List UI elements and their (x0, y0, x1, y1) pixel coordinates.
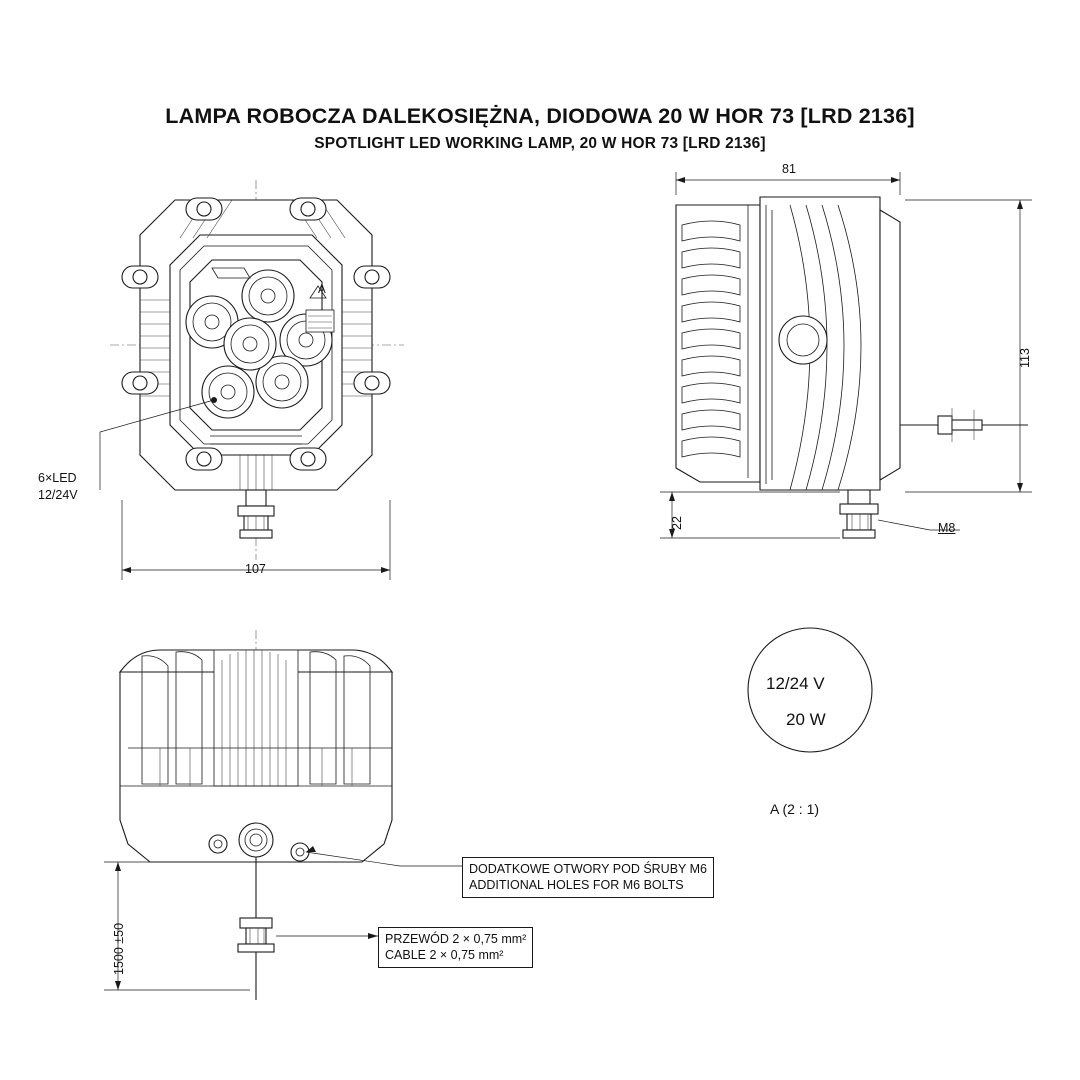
note-cable-pl: PRZEWÓD 2 × 0,75 mm² (385, 932, 527, 946)
side-view-geometry (660, 172, 1032, 538)
dim-side-base: 22 (670, 516, 684, 530)
dim-cable-length: 1500 ±50 (112, 922, 126, 975)
note-extra-holes-pl: DODATKOWE OTWORY POD ŚRUBY M6 (469, 862, 707, 876)
front-view-geometry (100, 180, 404, 580)
led-note-line1: 6×LED (38, 471, 77, 485)
detail-power: 20 W (786, 710, 826, 729)
detail-caption: A (2 : 1) (770, 801, 820, 817)
dim-front-width: 107 (245, 562, 266, 576)
page-title-en: SPOTLIGHT LED WORKING LAMP, 20 W HOR 73 [LRD 2136] (314, 135, 766, 152)
note-cable (378, 927, 533, 968)
detail-voltage: 12/24 V (766, 674, 825, 693)
note-extra-holes-en: ADDITIONAL HOLES FOR M6 BOLTS (469, 878, 684, 892)
page-title-pl: LAMPA ROBOCZA DALEKOSIĘŻNA, DIODOWA 20 W HOR 73 [LRD 2136] (165, 104, 915, 128)
dim-side-depth: 81 (782, 162, 796, 176)
dim-side-height: 113 (1018, 348, 1032, 368)
led-note-line2: 12/24V (38, 488, 78, 502)
detail-marker-A: A (318, 284, 326, 296)
note-extra-holes (462, 857, 714, 898)
bolt-label-m8: M8 (938, 521, 956, 535)
note-cable-en: CABLE 2 × 0,75 mm² (385, 948, 504, 962)
